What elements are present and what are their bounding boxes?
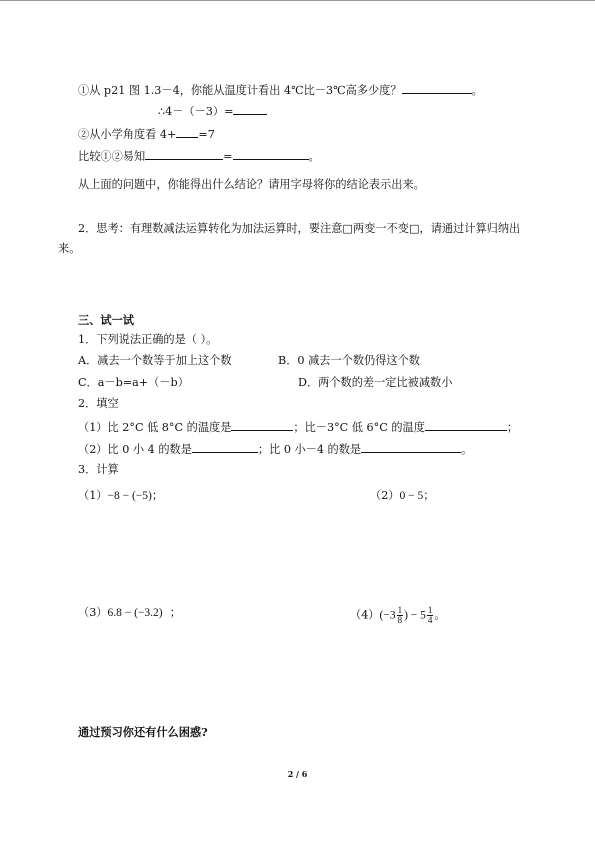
fill-2-text-a: （2）比 0 小 4 的数是 (78, 443, 192, 456)
calc-2-expression: 0 − 5 (399, 490, 424, 502)
conclusion-text: 从上面的问题中，你能得出什么结论？请用字母将你的结论表示出来。 (78, 178, 425, 191)
page-number: 2 / 6 (287, 769, 308, 779)
fill-heading: 2．填空 (78, 397, 119, 410)
fraction-one-quarter (427, 606, 434, 625)
fill-2-line (78, 441, 472, 457)
answer-blank[interactable] (176, 126, 198, 138)
fraction-1-numerator: 1 (397, 605, 403, 615)
calc-1-end: ； (151, 489, 164, 502)
fill-1-end: ； (506, 421, 519, 434)
question-2-suffix: =7 (198, 128, 215, 141)
header-rule (0, 0, 595, 1)
calc-4-end: 。 (434, 608, 446, 622)
calc-2-end: ； (423, 489, 435, 502)
fraction-2-denominator: 4 (427, 615, 433, 625)
option-b: B．0 减去一个数仍得这个数 (278, 354, 420, 367)
fill-2-text-b: ；比 0 小－4 的数是 (257, 443, 362, 456)
think-text-line2: 来。 (58, 242, 81, 255)
calc-3-end: ； (169, 606, 181, 619)
calc-4-label: （4） (350, 608, 380, 622)
question-2-line (78, 126, 215, 142)
think-text-line1: 2．思考：有理数减法运算转化为加法运算时，要注意□两变一不变□，请通过计算归纳出 (78, 222, 521, 235)
fraction-one-eighth (397, 606, 404, 625)
therefore-line (158, 103, 267, 119)
answer-blank[interactable] (233, 103, 267, 115)
question-1-line (78, 82, 483, 98)
answer-blank[interactable] (361, 441, 461, 453)
option-d: D．两个数的差一定比被减数小 (298, 376, 453, 389)
closing-question: 通过预习你还有什么困惑? (78, 725, 208, 739)
option-a: A．减去一个数等于加上这个数 (78, 354, 232, 367)
answer-blank[interactable] (145, 148, 223, 160)
mc-question: 1．下列说法正确的是（ ）。 (78, 333, 218, 346)
fill-1-line (78, 419, 518, 435)
question-1-end: 。 (471, 84, 483, 97)
answer-blank[interactable] (233, 148, 309, 160)
answer-blank[interactable] (231, 419, 293, 431)
fill-2-end: 。 (461, 443, 473, 456)
answer-blank[interactable] (425, 419, 507, 431)
calc-item-3 (78, 606, 181, 620)
section-3-heading: 三、试一试 (78, 313, 134, 327)
equals-sign: = (223, 150, 233, 163)
option-c: C．a－b=a+（－b） (78, 376, 189, 389)
calc-heading: 3．计算 (78, 463, 119, 476)
calc-3-expression: 6.8 − (−3.2) (107, 607, 163, 619)
fill-1-text-a: （1）比 2°C 低 8°C 的温度是 (78, 421, 232, 434)
calc-3-label: （3） (78, 606, 108, 619)
calc-4-middle: ) − 5 (404, 609, 426, 622)
answer-blank[interactable] (402, 82, 472, 94)
compare-text: 比较①②易知 (78, 150, 146, 163)
compare-line (78, 148, 320, 164)
calc-2-label: （2） (370, 489, 400, 502)
fraction-2-numerator: 1 (427, 605, 433, 615)
calc-1-expression: −8 − (−5) (107, 490, 152, 502)
therefore-text: ∴4－（－3）= (158, 105, 234, 118)
fraction-1-denominator: 8 (397, 615, 403, 625)
calc-item-4 (350, 606, 446, 625)
compare-end: 。 (308, 150, 320, 163)
answer-blank[interactable] (192, 441, 258, 453)
question-2-text: ②从小学角度看 4+ (78, 128, 177, 141)
fill-1-text-b: ；比－3°C 低 6°C 的温度 (293, 421, 425, 434)
calc-1-label: （1） (78, 489, 108, 502)
calc-4-open: (−3 (379, 609, 396, 622)
calc-item-1 (78, 489, 163, 503)
question-1-text: ①从 p21 图 1.3－4，你能从温度计看出 4℃比－3℃高多少度？ (78, 84, 402, 97)
calc-item-2 (370, 489, 434, 503)
